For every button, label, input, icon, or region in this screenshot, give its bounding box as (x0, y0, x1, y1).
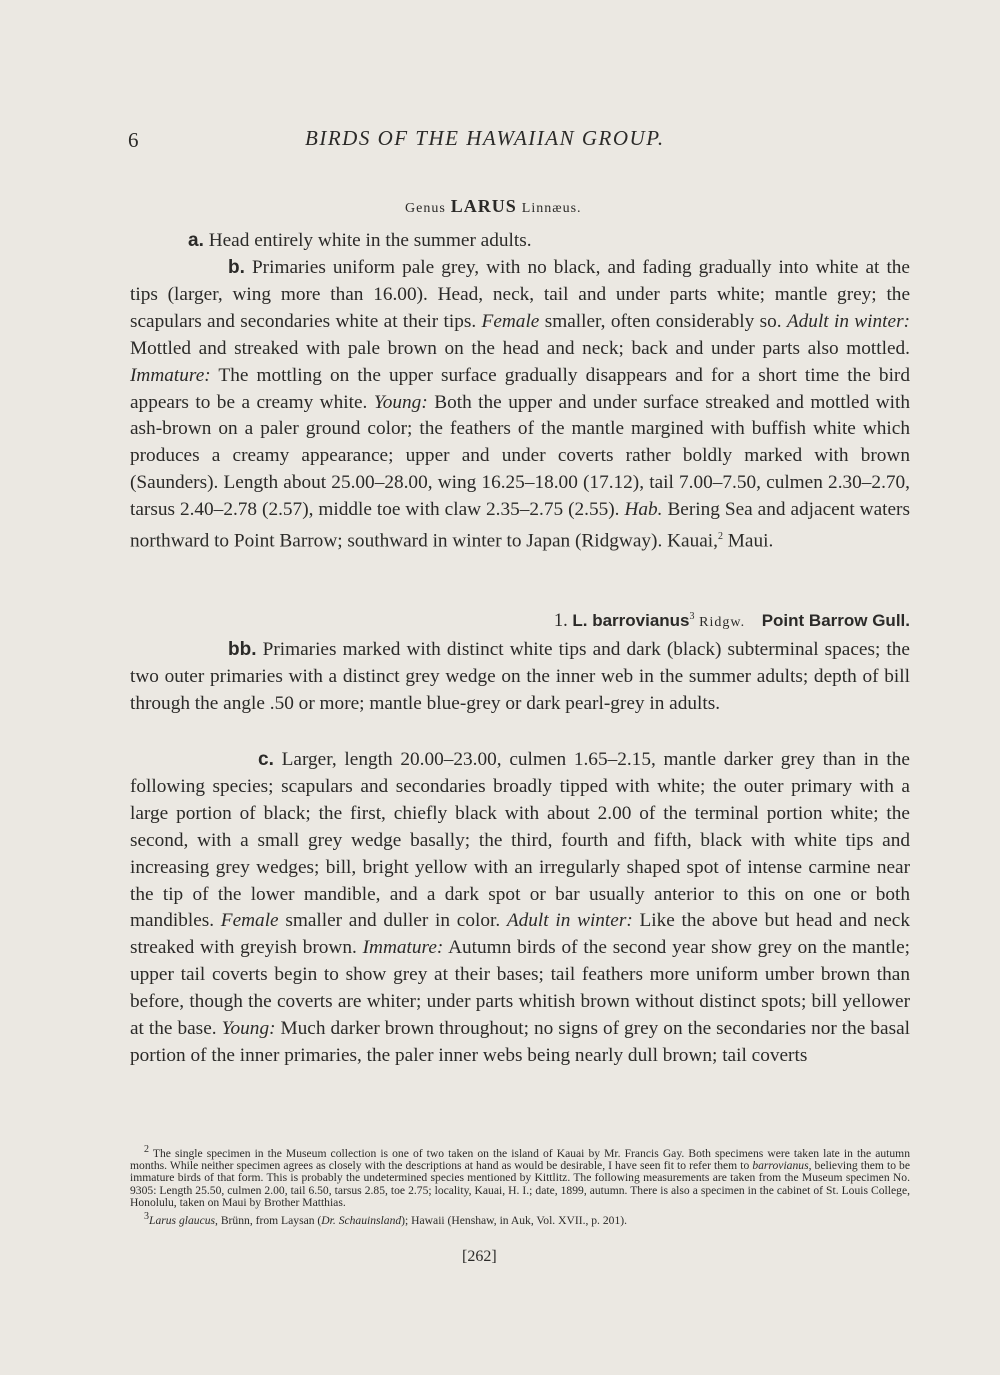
footnote-ref: 2 (717, 531, 723, 543)
species-scientific-name: L. barrovianus (572, 611, 690, 631)
italic-term: Dr. Schauinsland (321, 1214, 402, 1228)
italic-term: Adult in winter: (506, 910, 633, 932)
footnotes (130, 1144, 910, 1228)
key-a-text: Head entirely white in the summer adults. (208, 230, 532, 251)
species-number: 1. (553, 611, 568, 632)
genus-heading (405, 196, 582, 217)
key-c-text: Larger, length 20.00–23.00, culmen 1.65–2.15, mantle darker grey than in the following species; scapulars and secondaries broadly tipped with white; the outer primary with a large portion of black; the first, chiefly black with about 2.00 of the terminal portion white; the second, with a small grey wedge basally; the third, fourth and fifth, black with white tips and increasing grey wedges; bill, bright yellow with an irregularly shaped spot of intense carmine near the tip of the lower mandible, and a dark spot or bar usually anterior to this on one or both mandibles. (130, 749, 910, 932)
footnote-text: , Brünn, from Laysan ( (215, 1214, 322, 1228)
italic-term: Immature: (362, 937, 444, 959)
key-a-label: a. (188, 230, 204, 251)
italic-term: Female (481, 310, 540, 332)
italic-term: Young: (373, 391, 428, 413)
footnote-text: , believing them to be immature birds of that form. This is probably the undetermined species mentioned by Kittlitz. The following measurements are taken from the Museum specimen No. 9305: Length 25.50, culmen 2.00, tail 6.50, tarsus 2.85, toe 2.75; locality, Kauai, H. I.; date, 1899, autumn. There is also a specimen in the cabinet of St. Louis College, Honolulu, taken on Maui by Brother Matthias. (130, 1159, 910, 1210)
key-b-text: Primaries uniform pale grey, with no black, and fading gradually into white at the tips (larger, wing more than 16.00). Head, neck, tail and under parts white; mantle grey; the scapulars and secondaries white at their tips. (130, 257, 910, 332)
italic-term: Adult in winter: (786, 310, 911, 332)
footnote-mark: 2 (144, 1144, 149, 1155)
key-bb (130, 637, 910, 718)
key-c-label: c. (258, 749, 274, 770)
footnote-mark: 3 (144, 1211, 149, 1223)
species-authority: Ridgw. (699, 615, 746, 631)
key-c-text: Much darker brown throughout; no signs of grey on the secondaries nor the basal portion of the inner primaries, the paler inner webs being nearly dull brown; tail coverts (130, 1018, 910, 1066)
key-b-text: Both the upper and under surface streaked and mottled with ash-brown on a paler ground color; the feathers of the mantle margined with buffish white which produces a creamy appearance; upper and under coverts rather boldly marked with brown (Saunders). Length about 25.00–28.00, wing 16.25–18.00 (17.12), tail 7.00–7.50, culmen 2.30–2.70, tarsus 2.40–2.78 (2.57), middle toe with claw 2.35–2.75 (2.55). (130, 391, 910, 521)
species-common-name: Point Barrow Gull. (761, 611, 910, 631)
italic-term: barrovianus (752, 1159, 809, 1173)
key-b-text: The mottling on the upper surface gradually disappears and for a short time the bird appears to be a creamy white. (130, 364, 910, 413)
key-b-label: b. (228, 257, 245, 278)
key-b-text: smaller, often considerably so. (539, 310, 787, 332)
key-c-text: smaller and duller in color. (278, 910, 507, 932)
species-heading (554, 611, 910, 632)
key-b (130, 255, 910, 555)
footnote-text: ); Hawaii (Henshaw, in Auk, Vol. XVII., p. 201). (401, 1214, 628, 1228)
key-b-text: Bering Sea and adjacent waters northward to Point Barrow; southward in winter to Japan (Ridgway). Kauai, (130, 499, 910, 552)
italic-term: Young: (221, 1018, 276, 1040)
genus-author: Linnæus. (521, 201, 582, 216)
key-c-text: Like the above but head and neck streaked with greyish brown. (130, 910, 910, 959)
genus-name: LARUS (450, 196, 517, 216)
genus-prefix: Genus (405, 201, 446, 216)
italic-term: Female (220, 910, 279, 932)
page-signature: [262] (462, 1248, 497, 1265)
running-head: BIRDS OF THE HAWAIIAN GROUP. (305, 126, 665, 150)
key-bb-text: Primaries marked with distinct white tips and dark (black) subterminal spaces; the two outer primaries with a distinct grey wedge on the inner web in the summer adults; depth of bill through the angle .50 or more; mantle blue-grey or dark pearl-grey in adults. (130, 639, 910, 714)
page-number: 6 (128, 128, 139, 152)
italic-term: Immature: (130, 364, 211, 386)
key-c-text: Autumn birds of the second year show grey on the mantle; upper tail coverts begin to show grey at their bases; tail feathers more uniform umber brown than before, though the coverts are whiter; under parts whitish brown without distinct spots; bill yellower at the base. (130, 937, 910, 1040)
key-a (130, 228, 910, 255)
footnote-text: The single specimen in the Museum collection is one of two taken on the island of Kauai by Mr. Francis Gay. Both specimens were taken late in the autumn months. While neither specimen agrees as closely with the descriptions at hand as would be desirable, I have seen fit to refer them to (130, 1146, 910, 1173)
footnote-ref: 3 (689, 611, 695, 622)
key-c (130, 747, 910, 1070)
key-b-text: Mottled and streaked with pale brown on the head and neck; back and under parts also mottled. (130, 337, 910, 359)
key-bb-label: bb. (228, 639, 257, 660)
italic-term: Hab. (624, 499, 663, 521)
italic-term: Larus glaucus (149, 1214, 216, 1228)
key-b-text: Maui. (722, 530, 774, 552)
footnote-3 (130, 1211, 910, 1227)
footnote-2 (130, 1144, 910, 1209)
